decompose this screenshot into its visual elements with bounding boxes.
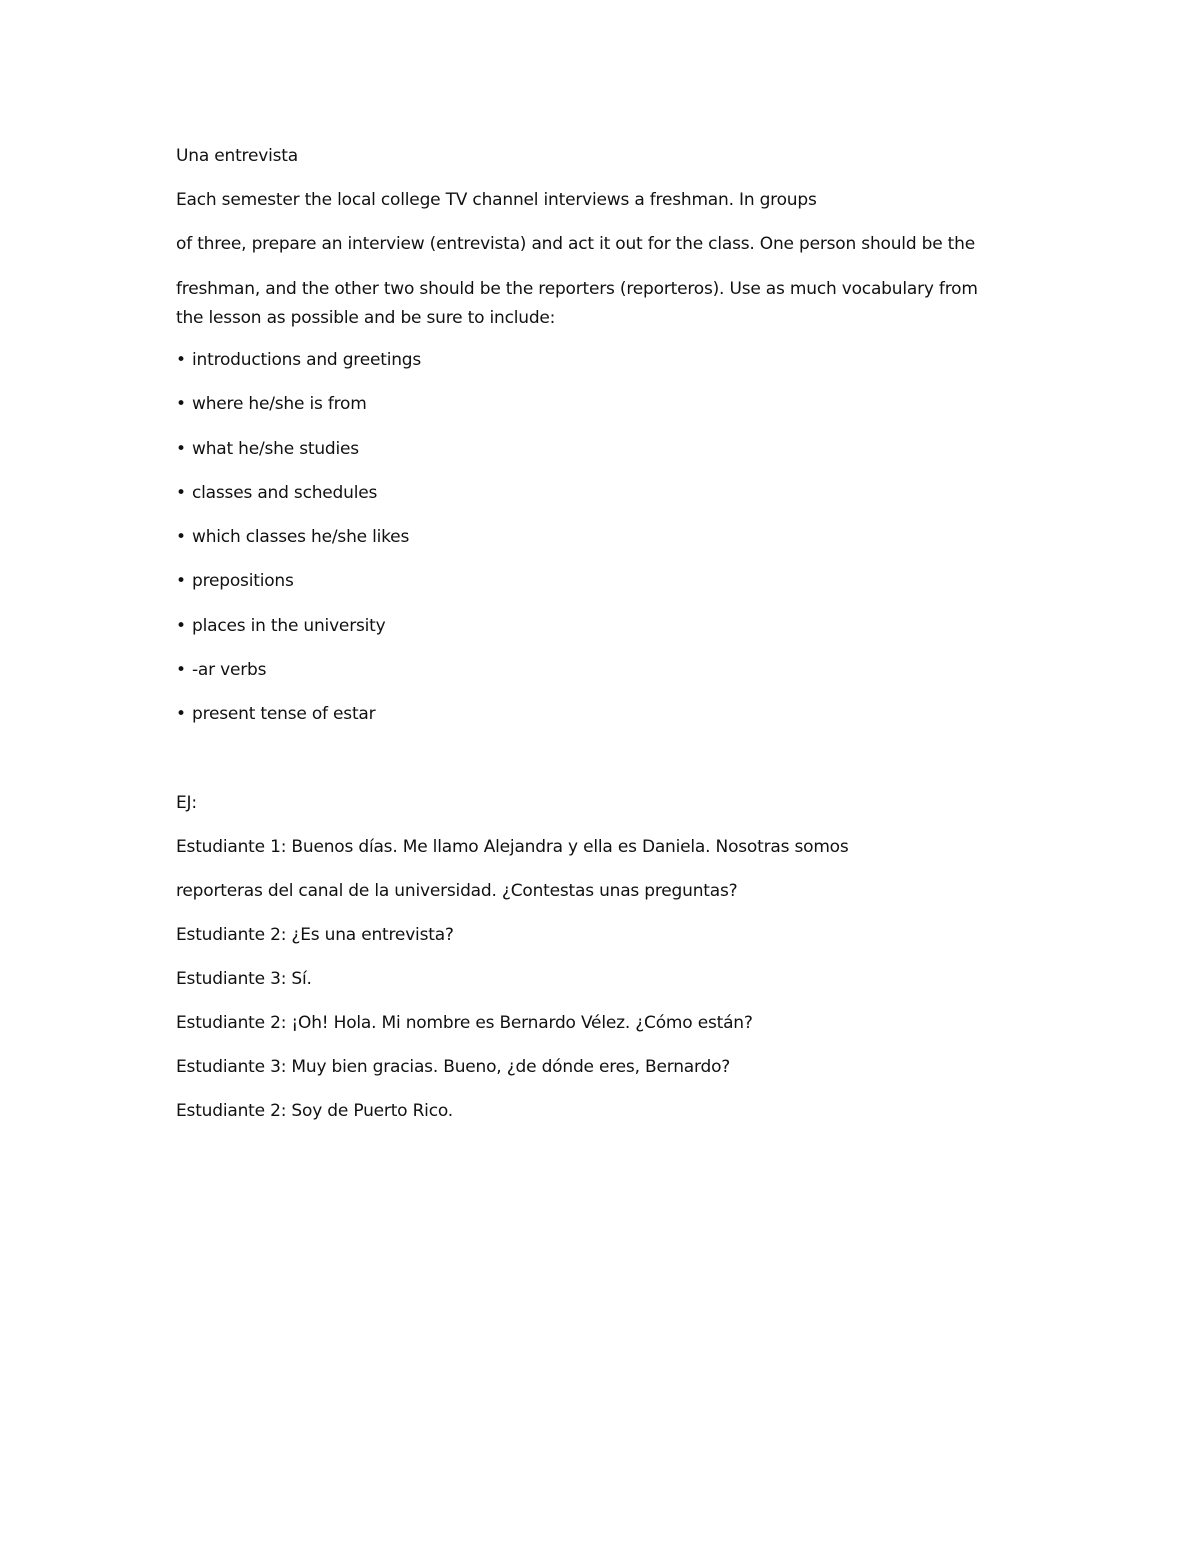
bullet-item xyxy=(176,570,294,592)
bullet-icon: • xyxy=(176,616,186,636)
bullet-item xyxy=(176,482,377,504)
document-title: Una entrevista xyxy=(176,146,298,166)
example-label: EJ: xyxy=(176,793,197,813)
bullet-icon: • xyxy=(176,571,186,591)
dialogue-line: Estudiante 3: Sí. xyxy=(176,969,312,989)
paragraph-line: freshman, and the other two should be the reporters (reporteros). Use as much vocabulary from xyxy=(176,279,978,299)
dialogue-line: Estudiante 3: Muy bien gracias. Bueno, ¿de dónde eres, Bernardo? xyxy=(176,1057,731,1077)
bullet-item xyxy=(176,349,421,371)
bullet-icon: • xyxy=(176,350,186,370)
bullet-item xyxy=(176,615,386,637)
bullet-text: introductions and greetings xyxy=(192,350,422,370)
bullet-item xyxy=(176,526,409,548)
bullet-icon: • xyxy=(176,394,186,414)
bullet-icon: • xyxy=(176,660,186,680)
bullet-item xyxy=(176,393,367,415)
paragraph-line: Each semester the local college TV channel interviews a freshman. In groups xyxy=(176,190,817,210)
bullet-item xyxy=(176,659,266,681)
paragraph-line: of three, prepare an interview (entrevista) and act it out for the class. One person should be the xyxy=(176,234,975,254)
bullet-icon: • xyxy=(176,439,186,459)
bullet-icon: • xyxy=(176,483,186,503)
bullet-text: where he/she is from xyxy=(192,394,367,414)
dialogue-line: Estudiante 2: Soy de Puerto Rico. xyxy=(176,1101,453,1121)
bullet-text: -ar verbs xyxy=(192,660,267,680)
bullet-item xyxy=(176,438,359,460)
bullet-text: classes and schedules xyxy=(192,483,378,503)
bullet-icon: • xyxy=(176,704,186,724)
dialogue-line: Estudiante 2: ¡Oh! Hola. Mi nombre es Bernardo Vélez. ¿Cómo están? xyxy=(176,1013,753,1033)
bullet-text: which classes he/she likes xyxy=(192,527,410,547)
bullet-icon: • xyxy=(176,527,186,547)
bullet-item xyxy=(176,703,375,725)
bullet-text: prepositions xyxy=(192,571,294,591)
bullet-text: present tense of estar xyxy=(192,704,376,724)
bullet-text: what he/she studies xyxy=(192,439,359,459)
dialogue-line: Estudiante 2: ¿Es una entrevista? xyxy=(176,925,454,945)
paragraph-line: the lesson as possible and be sure to include: xyxy=(176,308,556,328)
bullet-text: places in the university xyxy=(192,616,386,636)
dialogue-line: Estudiante 1: Buenos días. Me llamo Alejandra y ella es Daniela. Nosotras somos xyxy=(176,837,849,857)
dialogue-line: reporteras del canal de la universidad. ¿Contestas unas preguntas? xyxy=(176,881,738,901)
